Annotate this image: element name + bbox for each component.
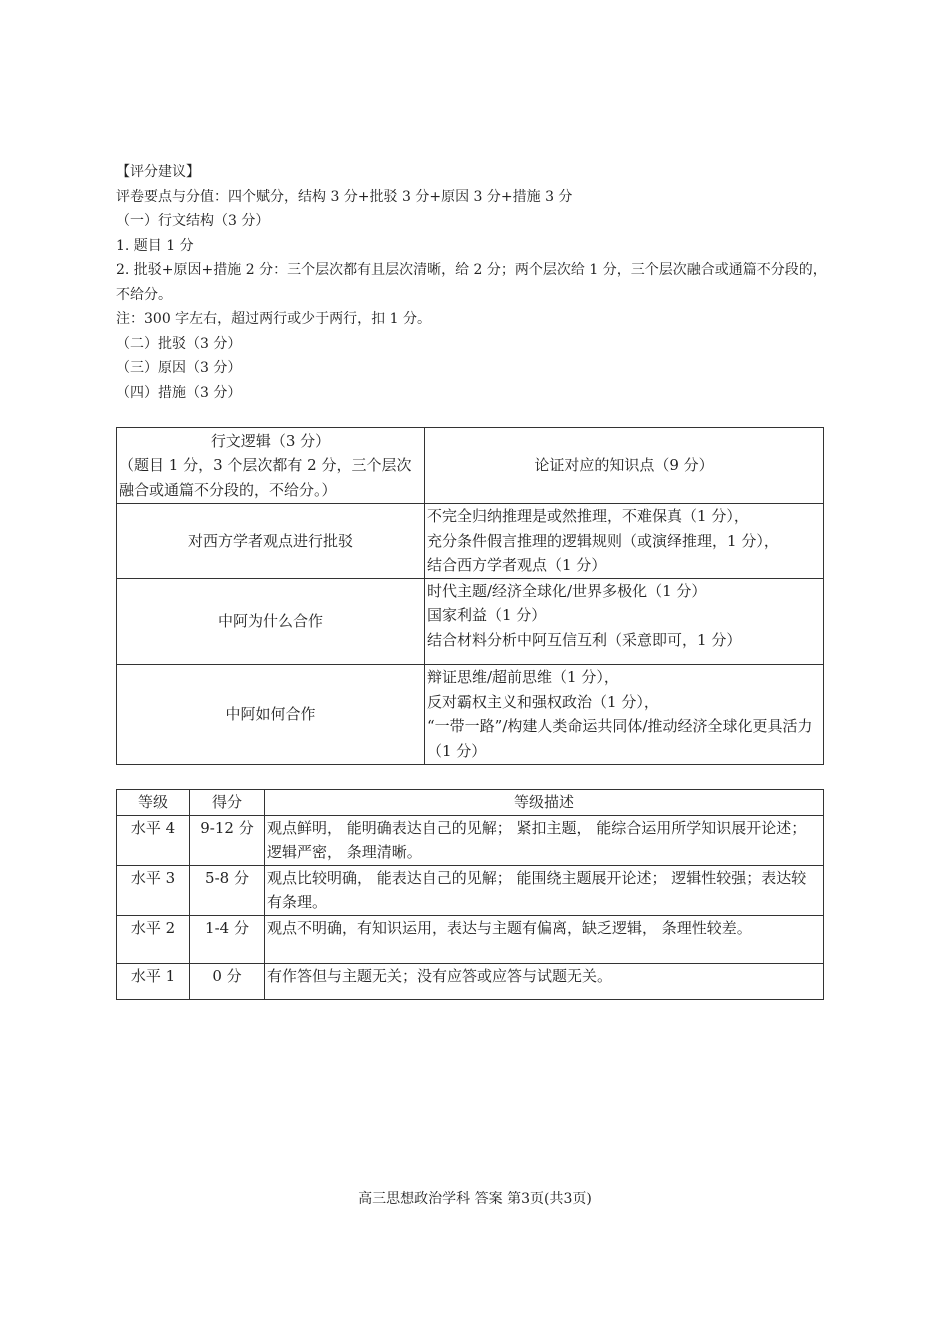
column-header-score: 得分 (190, 790, 265, 816)
level-cell: 水平 1 (117, 963, 190, 999)
scoring-notes (116, 160, 836, 405)
table-row (117, 578, 824, 664)
level-cell: 水平 2 (117, 915, 190, 963)
notes-line: 评卷要点与分值：四个赋分，结构 3 分+批驳 3 分+原因 3 分+措施 3 分 (116, 188, 573, 205)
description-cell: 观点不明确，有知识运用，表达与主题有偏离，缺乏逻辑， 条理性较差。 (265, 915, 824, 963)
score-cell: 9-12 分 (190, 815, 265, 865)
logic-cell: 中阿为什么合作 (117, 578, 425, 664)
level-cell: 水平 4 (117, 815, 190, 865)
notes-heading: 【评分建议】 (116, 164, 200, 180)
score-cell: 5-8 分 (190, 865, 265, 915)
score-cell: 1-4 分 (190, 915, 265, 963)
logic-cell: 中阿如何合作 (117, 664, 425, 764)
knowledge-cell (425, 504, 824, 579)
notes-line: （一）行文结构（3 分） (116, 213, 270, 229)
knowledge-point: 国家利益（1 分） (427, 606, 547, 624)
logic-header-cell (117, 428, 425, 504)
notes-line: （三）原因（3 分） (116, 360, 242, 376)
knowledge-point: “一带一路”/构建人类命运共同体/推动经济全球化更具活力（1 分） (427, 717, 813, 760)
notes-line: 1. 题目 1 分 (116, 237, 194, 254)
logic-header-note: （题目 1 分，3 个层次都有 2 分，三个层次融合或通篇不分段的，不给分。） (119, 456, 412, 499)
table-row (117, 664, 824, 764)
table-row (117, 815, 824, 865)
logic-header-title: 行文逻辑（3 分） (210, 431, 331, 450)
notes-line: 注：300 字左右，超过两行或少于两行，扣 1 分。 (116, 311, 431, 327)
notes-line: （二）批驳（3 分） (116, 335, 242, 352)
level-cell: 水平 3 (117, 865, 190, 915)
knowledge-cell (425, 664, 824, 764)
description-cell: 观点比较明确， 能表达自己的见解； 能围绕主题展开论述； 逻辑性较强；表达较有条理。 (265, 865, 824, 915)
table-row (117, 504, 824, 579)
table-header-row (117, 790, 824, 816)
description-cell: 有作答但与主题无关；没有应答或应答与试题无关。 (265, 963, 824, 999)
knowledge-point: 反对霸权主义和强权政治（1 分）， (427, 692, 659, 711)
notes-line: 2. 批驳+原因+措施 2 分：三个层次都有且层次清晰，给 2 分；两个层次给 1 分，三个层次融合或通篇不分段的，不给分。 (116, 262, 827, 303)
table-row (117, 915, 824, 963)
column-header-level: 等级 (117, 790, 190, 816)
notes-line: （四）措施（3 分） (116, 384, 242, 401)
page-footer: 高三思想政治学科 答案 第3页(共3页) (358, 1191, 592, 1207)
table-header-row (117, 428, 824, 504)
knowledge-point: 充分条件假言推理的逻辑规则（或演绎推理，1 分）， (427, 531, 779, 550)
grade-level-table (116, 789, 824, 1000)
knowledge-point: 时代主题/经济全球化/世界多极化（1 分） (427, 581, 707, 600)
knowledge-point: 结合西方学者观点（1 分） (427, 556, 607, 574)
table-row (117, 963, 824, 999)
logic-knowledge-table (116, 427, 824, 765)
table-row (117, 865, 824, 915)
knowledge-point: 辩证思维/超前思维（1 分）， (427, 668, 619, 686)
knowledge-point: 不完全归纳推理是或然推理，不难保真（1 分）， (427, 507, 749, 525)
knowledge-cell (425, 578, 824, 664)
column-header-description: 等级描述 (265, 790, 824, 816)
logic-cell: 对西方学者观点进行批驳 (117, 504, 425, 579)
knowledge-header-cell: 论证对应的知识点（9 分） (425, 428, 824, 504)
knowledge-point: 结合材料分析中阿互信互利（采意即可，1 分） (427, 630, 742, 649)
score-cell: 0 分 (190, 963, 265, 999)
description-cell: 观点鲜明， 能明确表达自己的见解； 紧扣主题， 能综合运用所学知识展开论述； 逻辑严密， 条理清晰。 (265, 815, 824, 865)
